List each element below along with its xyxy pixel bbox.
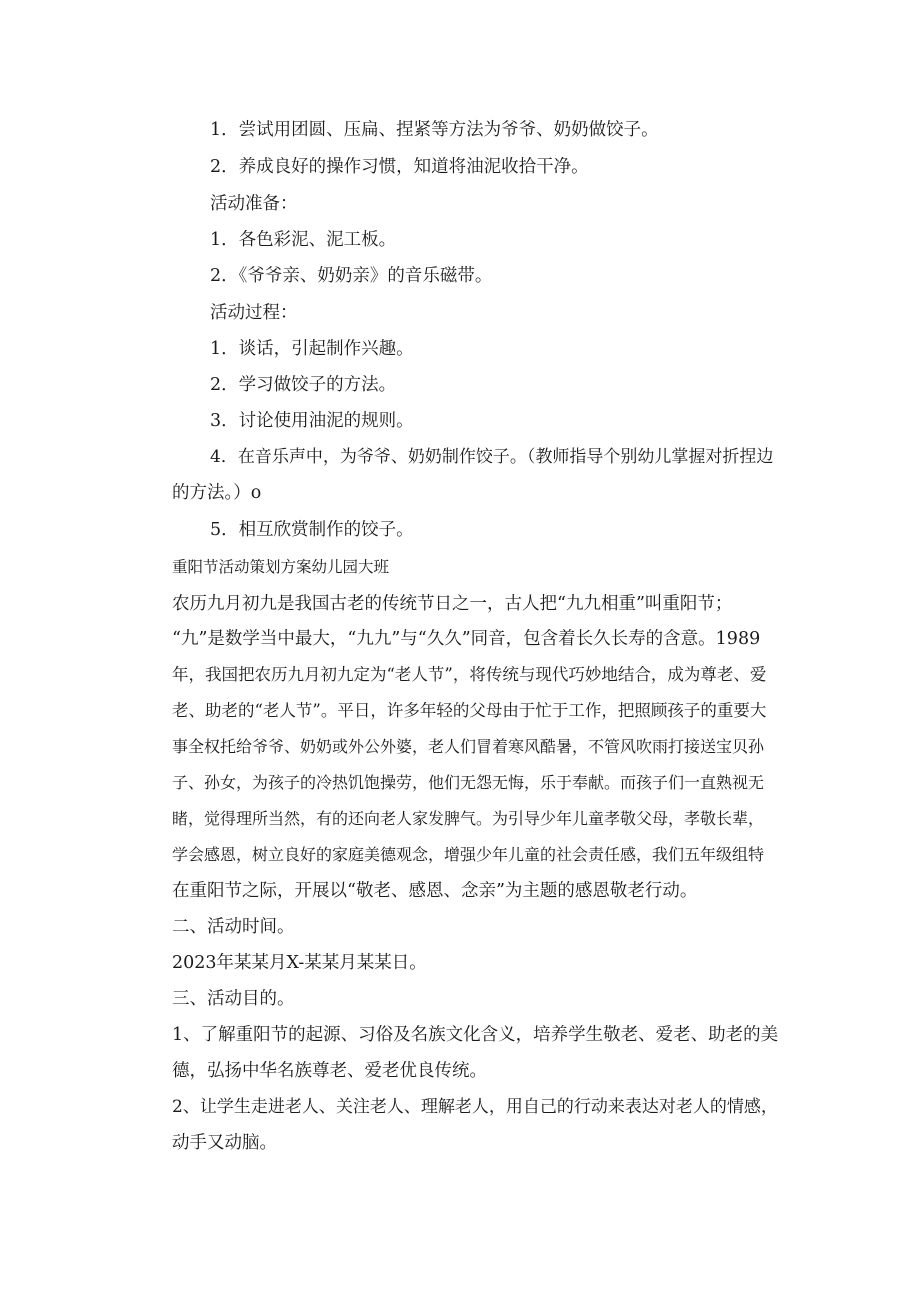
section-title: 重阳节活动策划方案幼儿园大班 (172, 558, 390, 576)
intro-line: 在重阳节之际，开展以“敬老、感恩、念亲”为主题的感恩敬老行动。 (172, 881, 698, 901)
purpose-heading: 三、活动目的。 (172, 989, 295, 1009)
intro-line: 年，我国把农历九月初九定为“老人节”，将传统与现代巧妙地结合，成为尊老、爱 (172, 665, 767, 684)
purpose-item-2-cont: 动手又动脑。 (172, 1133, 277, 1153)
purpose-item-1-cont: 德，弘扬中华名族尊老、爱老优良传统。 (172, 1061, 487, 1081)
intro-line: 农历九月初九是我国古老的传统节日之一，古人把“九九相重”叫重阳节； (172, 594, 733, 614)
process-item-4-cont: 的方法。）o (172, 483, 262, 503)
intro-line: 子、孙女，为孩子的冷热饥饱操劳，他们无怨无悔，乐于奉献。而孩子们一直熟视无 (172, 773, 765, 792)
process-item-1: 1．谈话，引起制作兴趣。 (210, 339, 414, 359)
goal-item-1: 1．尝试用团圆、压扁、捏紧等方法为爷爷、奶奶做饺子。 (210, 120, 659, 140)
intro-line: “九”是数学当中最大，“九九”与“久久”同音，包含着长久长寿的含意。1989 (172, 629, 761, 649)
process-item-4: 4．在音乐声中，为爷爷、奶奶制作饺子。（教师指导个别幼儿掌握对折捏边 (210, 447, 774, 467)
intro-line: 事全权托给爷爷、奶奶或外公外婆，老人们冒着寒风酷暑，不管风吹雨打接送宝贝孙 (172, 737, 765, 756)
purpose-item-2: 2、让学生走进老人、关注老人、理解老人，用自己的行动来表达对老人的情感， (172, 1097, 778, 1117)
intro-line: 学会感恩，树立良好的家庭美德观念，增强少年儿童的社会责任感，我们五年级组特 (172, 845, 765, 864)
intro-line: 老、助老的“老人节”。平日，许多年轻的父母由于忙于工作，把照顾孩子的重要大 (172, 701, 767, 720)
time-heading: 二、活动时间。 (172, 917, 295, 937)
prep-heading: 活动准备： (210, 194, 298, 214)
process-item-2: 2．学习做饺子的方法。 (210, 375, 397, 395)
time-value: 2023年某某月X-某某月某某日。 (172, 953, 427, 973)
intro-line: 睹，觉得理所当然，有的还向老人家发脾气。为引导少年儿童孝敬父母，孝敬长辈， (172, 809, 765, 828)
goal-item-2: 2．养成良好的操作习惯，知道将油泥收拾干净。 (210, 157, 589, 177)
process-item-5: 5．相互欣赏制作的饺子。 (210, 520, 414, 540)
process-item-3: 3．讨论使用油泥的规则。 (210, 411, 414, 431)
prep-item-1: 1．各色彩泥、泥工板。 (210, 230, 397, 250)
prep-item-2: 2．《爷爷亲、奶奶亲》的音乐磁带。 (210, 266, 493, 286)
purpose-item-1: 1、了解重阳节的起源、习俗及名族文化含义，培养学生敬老、爱老、助老的美 (172, 1025, 779, 1045)
process-heading: 活动过程： (210, 303, 298, 323)
